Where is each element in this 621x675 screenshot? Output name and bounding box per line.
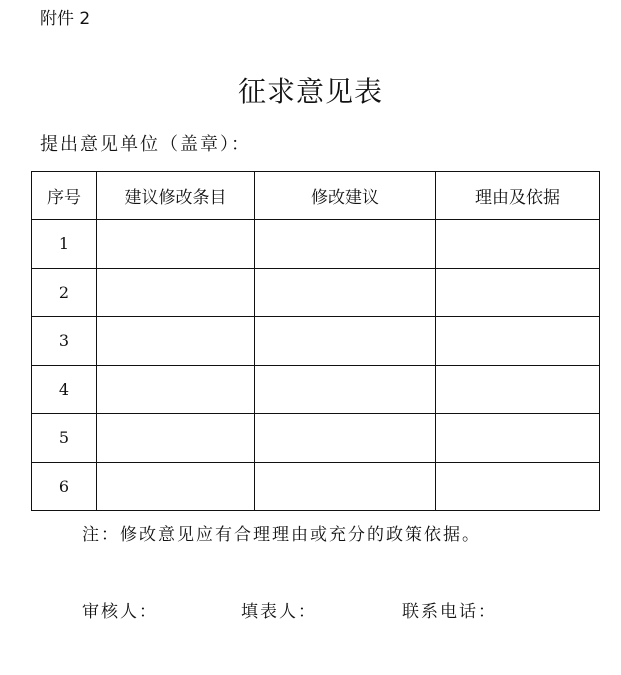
filler-label: 填表人： — [241, 602, 317, 622]
item-cell[interactable] — [97, 317, 255, 366]
reason-cell[interactable] — [436, 268, 600, 317]
table-row — [32, 317, 600, 366]
row-number: 6 — [32, 462, 97, 511]
row-number: 1 — [32, 220, 97, 269]
item-cell[interactable] — [97, 268, 255, 317]
policy-note: 注：修改意见应有合理理由或充分的政策依据。 — [82, 525, 481, 545]
table-row — [32, 414, 600, 463]
header-reason-basis: 理由及依据 — [436, 172, 600, 220]
reason-cell[interactable] — [436, 414, 600, 463]
form-title: 征求意见表 — [237, 75, 383, 108]
row-number: 2 — [32, 268, 97, 317]
reason-cell[interactable] — [436, 220, 600, 269]
header-suggestion: 修改建议 — [255, 172, 436, 220]
row-number: 5 — [32, 414, 97, 463]
suggestion-cell[interactable] — [255, 317, 436, 366]
table-row — [32, 365, 600, 414]
contact-phone-label: 联系电话： — [402, 602, 497, 622]
item-cell[interactable] — [97, 414, 255, 463]
suggestion-cell[interactable] — [255, 462, 436, 511]
table-row — [32, 268, 600, 317]
item-cell[interactable] — [97, 462, 255, 511]
item-cell[interactable] — [97, 220, 255, 269]
reason-cell[interactable] — [436, 317, 600, 366]
reviewer-label: 审核人： — [82, 602, 158, 622]
row-number: 4 — [32, 365, 97, 414]
item-cell[interactable] — [97, 365, 255, 414]
table-row — [32, 220, 600, 269]
attachment-label: 附件 2 — [40, 9, 91, 29]
table-row — [32, 462, 600, 511]
suggestion-cell[interactable] — [255, 414, 436, 463]
row-number: 3 — [32, 317, 97, 366]
reason-cell[interactable] — [436, 365, 600, 414]
suggestion-cell[interactable] — [255, 220, 436, 269]
suggestion-cell[interactable] — [255, 365, 436, 414]
submitting-unit-label: 提出意见单位（盖章）： — [40, 134, 251, 155]
header-suggested-item: 建议修改条目 — [97, 172, 255, 220]
reason-cell[interactable] — [436, 462, 600, 511]
header-serial-number: 序号 — [32, 172, 97, 220]
feedback-table — [31, 171, 600, 511]
table-header-row — [32, 172, 600, 220]
suggestion-cell[interactable] — [255, 268, 436, 317]
